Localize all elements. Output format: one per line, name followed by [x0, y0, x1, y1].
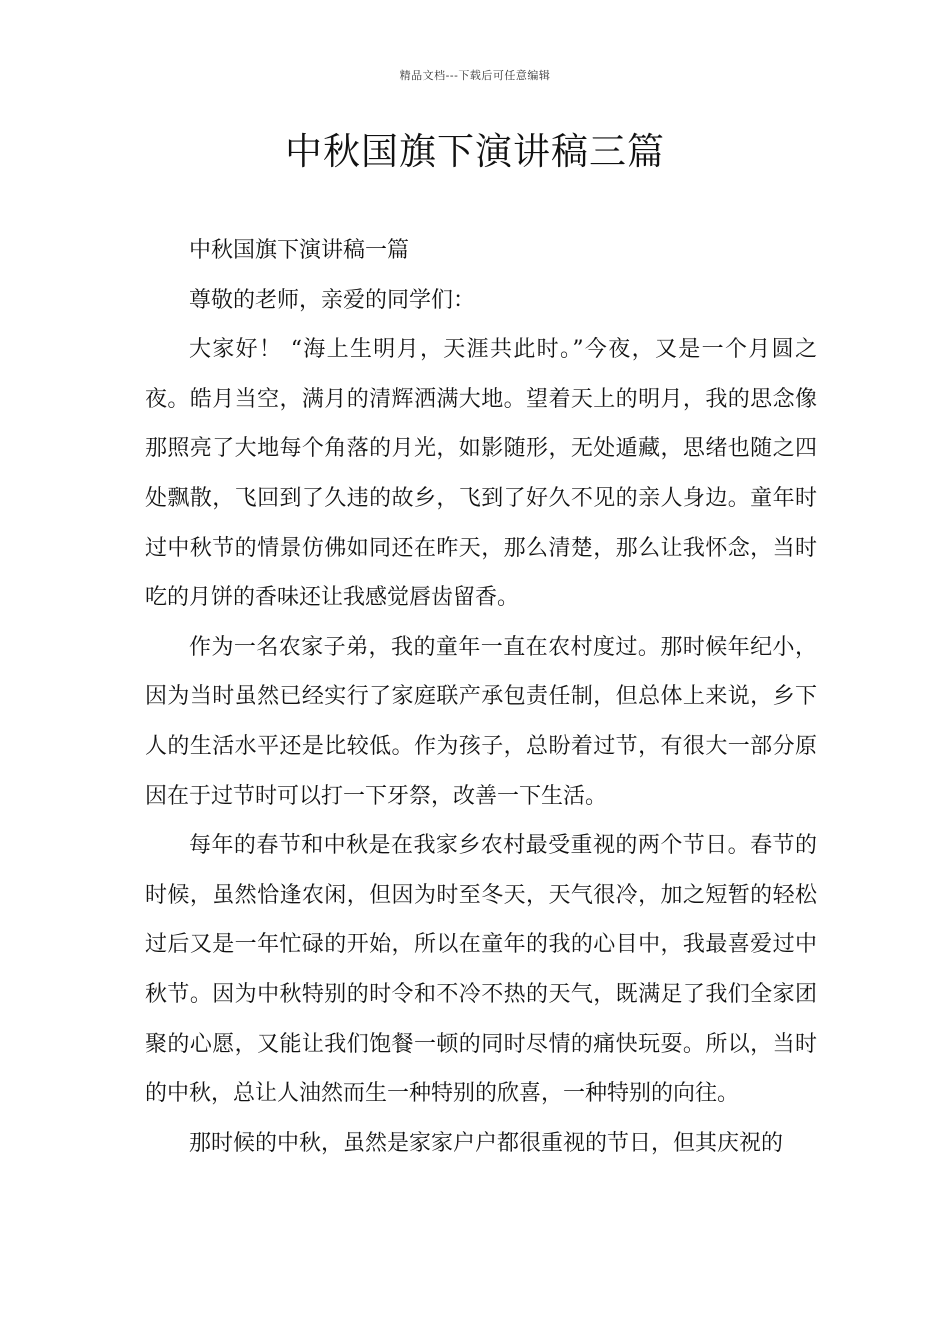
page-header-note: 精品文档---下载后可任意编辑	[399, 69, 551, 82]
salutation: 尊敬的老师，亲爱的同学们：	[189, 287, 476, 313]
section-heading: 中秋国旗下演讲稿一篇	[189, 238, 410, 263]
body-paragraph: 每年的春节和中秋是在我家乡农村最受重视的两个节日。春节的时候，虽然恰逢农闲，但因为时至冬天，天气很冷，加之短暂的轻松过后又是一年忙碌的开始，所以在童年的我的心目中，我最喜爱过中秋节。因为中秋特别的时令和不冷不热的天气，既满足了我们全家团聚的心愿，又能让我们饱餐一顿的同时尽情的痛快玩耍。所以，当时的中秋，总让人油然而生一种特别的欣喜，一种特别的向往。	[145, 833, 817, 1107]
document-body	[145, 226, 817, 1168]
document-title: 中秋国旗下演讲稿三篇	[285, 130, 665, 173]
body-paragraph: 那时候的中秋，虽然是家家户户都很重视的节日，但其庆祝的	[189, 1130, 784, 1156]
body-paragraph: 作为一名农家子弟，我的童年一直在农村度过。那时候年纪小，因为当时虽然已经实行了家庭联产承包责任制，但总体上来说，乡下人的生活水平还是比较低。作为孩子，总盼着过节，有很大一部分原因在于过节时可以打一下牙祭，改善一下生活。	[145, 634, 817, 809]
body-paragraph: 大家好！ “海上生明月，天涯共此时。”今夜，又是一个月圆之夜。皓月当空，满月的清辉洒满大地。望着天上的明月，我的思念像那照亮了大地每个角落的月光，如影随形，无处遁藏，思绪也随之四处飘散，飞回到了久违的故乡，飞到了好久不见的亲人身边。童年时过中秋节的情景仿佛如同还在昨天，那么清楚，那么让我怀念，当时吃的月饼的香味还让我感觉唇齿留香。	[145, 337, 817, 611]
